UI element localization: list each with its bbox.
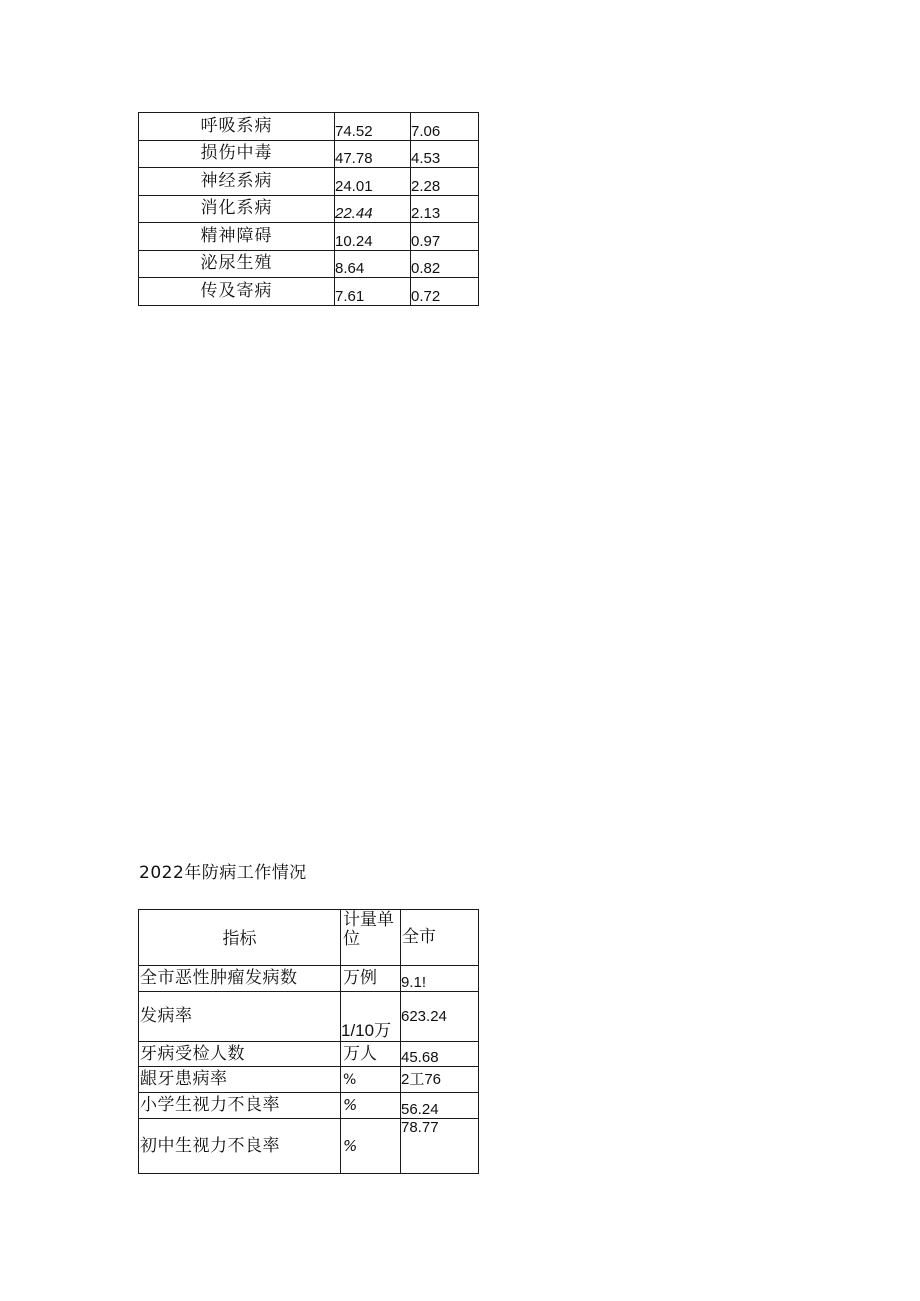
disease-value-1: 24.01 xyxy=(335,168,411,196)
table-row xyxy=(139,1067,479,1093)
indicator-cell: 牙病受检人数 xyxy=(139,1042,341,1067)
table-row xyxy=(139,1119,479,1174)
disease-value-1: 47.78 xyxy=(335,140,411,168)
disease-name: 精神障碍 xyxy=(139,223,335,251)
disease-name: 呼吸系病 xyxy=(139,113,335,141)
table-row xyxy=(139,223,479,251)
value-cell: 45.68 xyxy=(401,1042,479,1067)
header-city: 全市 xyxy=(401,910,479,966)
prevention-work-table xyxy=(138,909,479,1174)
disease-value-2: 4.53 xyxy=(411,140,479,168)
disease-value-2: 7.06 xyxy=(411,113,479,141)
unit-cell: % xyxy=(341,1119,401,1174)
disease-value-1: 8.64 xyxy=(335,250,411,278)
table-row xyxy=(139,195,479,223)
value-cell: 2工76 xyxy=(401,1067,479,1093)
disease-value-1: 7.61 xyxy=(335,278,411,306)
disease-value-2: 0.97 xyxy=(411,223,479,251)
table-row xyxy=(139,1042,479,1067)
disease-value-2: 0.72 xyxy=(411,278,479,306)
disease-value-1: 74.52 xyxy=(335,113,411,141)
header-unit: 计量单位 xyxy=(341,910,401,966)
value-cell: 623.24 xyxy=(401,992,479,1042)
disease-name: 消化系病 xyxy=(139,195,335,223)
indicator-cell: 发病率 xyxy=(139,992,341,1042)
disease-name: 损伤中毒 xyxy=(139,140,335,168)
disease-value-2: 0.82 xyxy=(411,250,479,278)
indicator-cell: 小学生视力不良率 xyxy=(139,1093,341,1119)
value-cell: 9.1! xyxy=(401,966,479,992)
unit-cell: 万人 xyxy=(341,1042,401,1067)
disease-value-2: 2.13 xyxy=(411,195,479,223)
disease-value-1: 10.24 xyxy=(335,223,411,251)
table-row xyxy=(139,250,479,278)
table-row xyxy=(139,992,479,1042)
indicator-cell: 龈牙患病率 xyxy=(139,1067,341,1093)
unit-cell: % xyxy=(341,1067,401,1093)
table-row xyxy=(139,966,479,992)
value-cell: 56.24 xyxy=(401,1093,479,1119)
indicator-cell: 初中生视力不良率 xyxy=(139,1119,341,1174)
disease-name: 神经系病 xyxy=(139,168,335,196)
header-indicator: 指标 xyxy=(139,910,341,966)
disease-table xyxy=(138,112,479,306)
disease-name: 传及寄病 xyxy=(139,278,335,306)
section-title: 2022年防病工作情况 xyxy=(139,863,307,883)
unit-cell: 1/10万 xyxy=(341,992,401,1042)
unit-cell: % xyxy=(341,1093,401,1119)
table-row xyxy=(139,1093,479,1119)
table-row xyxy=(139,278,479,306)
value-cell: 78.77 xyxy=(401,1119,479,1174)
disease-name: 泌尿生殖 xyxy=(139,250,335,278)
indicator-cell: 全市恶性肿瘤发病数 xyxy=(139,966,341,992)
disease-value-2: 2.28 xyxy=(411,168,479,196)
table-row xyxy=(139,113,479,141)
table-header-row xyxy=(139,910,479,966)
disease-value-1: 22.44 xyxy=(335,195,411,223)
unit-cell: 万例 xyxy=(341,966,401,992)
table-row xyxy=(139,140,479,168)
table-row xyxy=(139,168,479,196)
